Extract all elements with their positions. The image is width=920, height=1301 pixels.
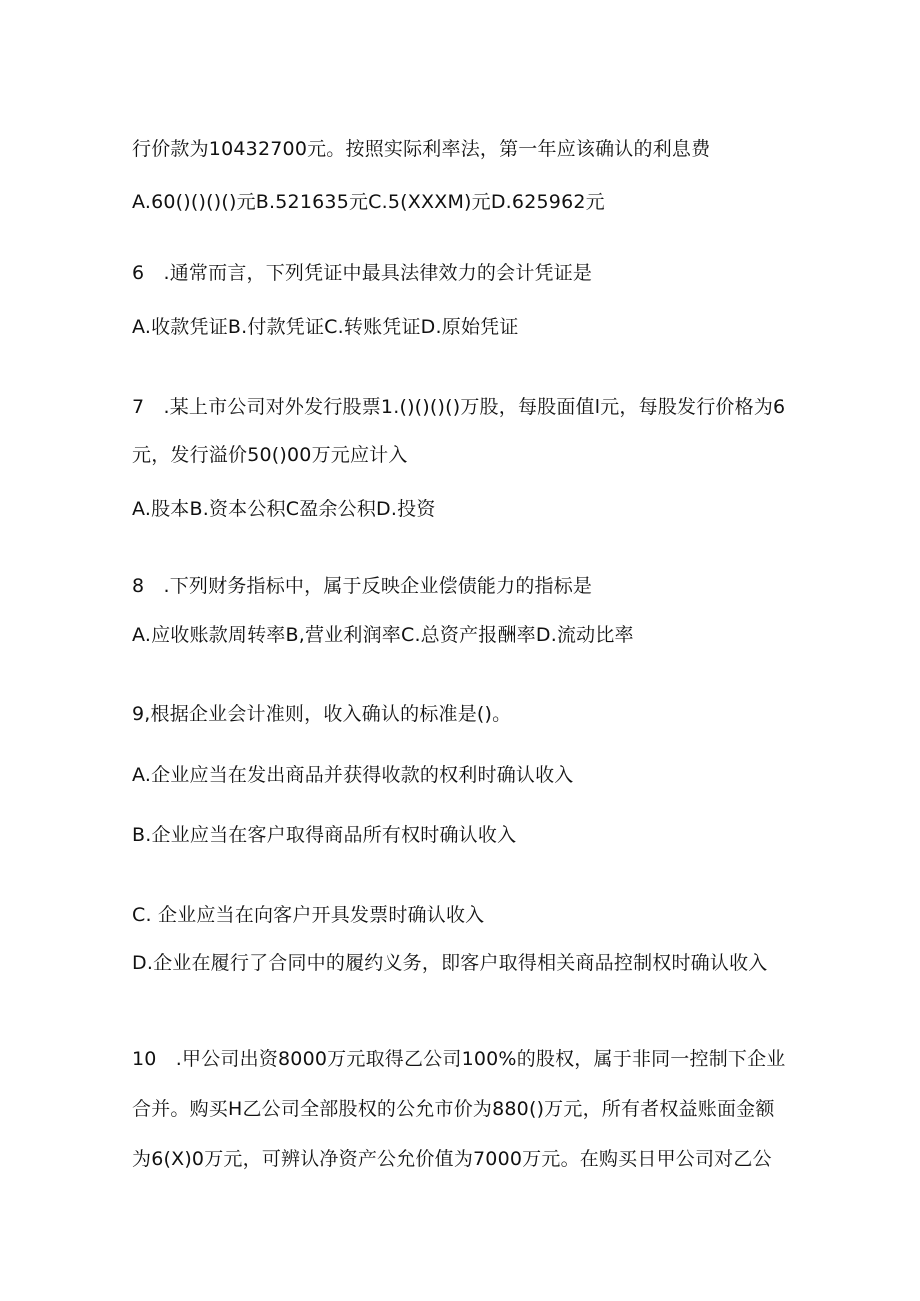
- option-9d: D.企业在履行了合同中的履约义务，即客户取得相关商品控制权时确认收入: [132, 952, 768, 974]
- option-9a: A.企业应当在发出商品并获得收款的权利时确认收入: [132, 764, 574, 786]
- option-9b: B.企业应当在客户取得商品所有权时确认收入: [132, 824, 517, 846]
- options-line-q8: A.应收账款周转率B,营业利润率C.总资产报酬率D.流动比率: [132, 624, 634, 646]
- option-9c: C. 企业应当在向客户开具发票时确认收入: [132, 904, 485, 926]
- question-8: 8 .下列财务指标中，属于反映企业偿债能力的指标是: [132, 575, 593, 597]
- options-line-q6: A.收款凭证B.付款凭证C.转账凭证D.原始凭证: [132, 316, 519, 338]
- question-7-line-2: 元，发行溢价50()00万元应计入: [132, 444, 408, 466]
- text-line-interest-expense: 行价款为10432700元。按照实际利率法，第一年应该确认的利息费: [132, 138, 711, 160]
- question-10-line-1: 10 .甲公司出资8000万元取得乙公司100%的股权，属于非同一控制下企业: [132, 1048, 786, 1070]
- options-line-q7: A.股本B.资本公积C盈余公积D.投资: [132, 498, 436, 520]
- question-6: 6 .通常而言，下列凭证中最具法律效力的会计凭证是: [132, 262, 593, 284]
- question-7-line-1: 7 .某上市公司对外发行股票1.()()()()万股，每股面值l元，每股发行价格为6: [132, 396, 786, 418]
- question-9: 9,根据企业会计准则，收入确认的标准是()。: [132, 703, 512, 725]
- question-10-line-3: 为6(X)0万元，可辨认净资产公允价值为7000万元。在购买日甲公司对乙公: [132, 1148, 772, 1170]
- question-10-line-2: 合并。购买H乙公司全部股权的公允市价为880()万元，所有者权益账面金额: [132, 1098, 775, 1120]
- options-line-q5: A.60()()()()元B.521635元C.5(XXXM)元D.625962元: [132, 191, 605, 213]
